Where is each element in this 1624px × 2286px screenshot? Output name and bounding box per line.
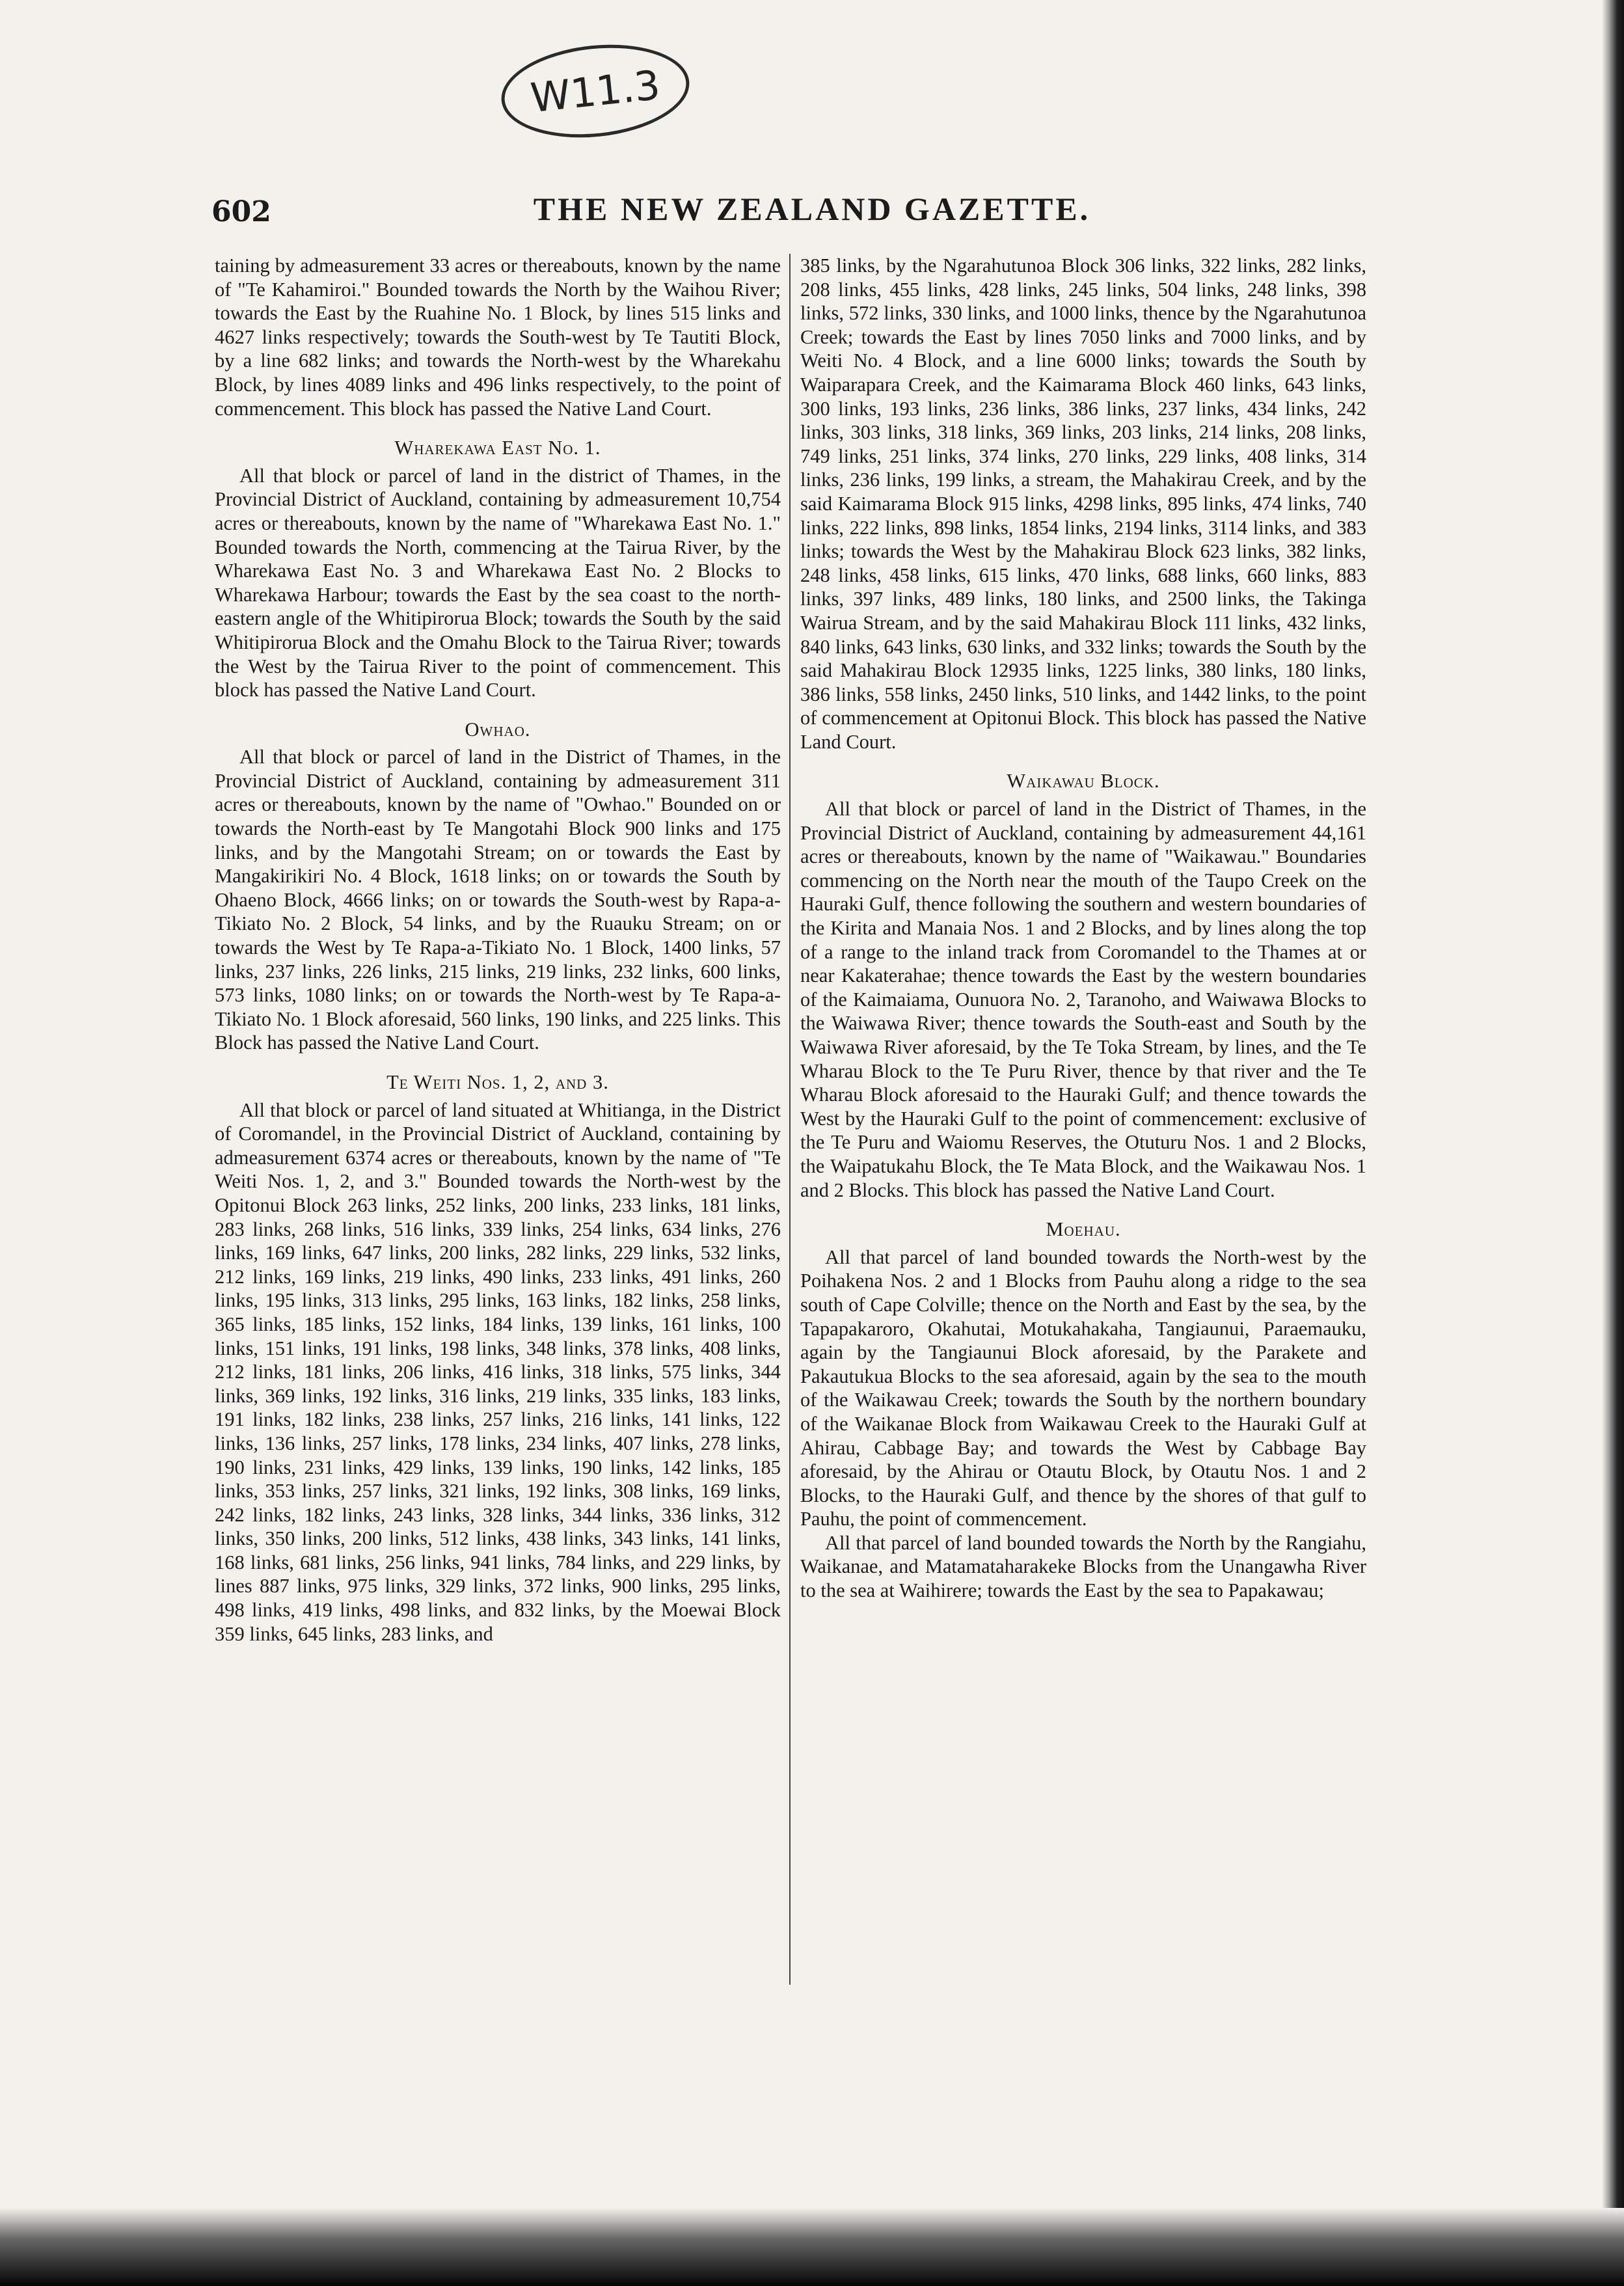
right-column (800, 254, 1366, 1603)
left-paragraph-2: All that block or parcel of land in the district of Thames, in the Provincial District of Auckland, containing by admeasurement 10,754 acres or thereabouts, known by the name of "Wharekawa East No. 1." Bounded towards the North, commencing at the Tairua River, by the Wharekawa East No. 3 and Wharekawa East No. 2 Blocks to Wharekawa Harbour; towards the East by the sea coast to the north-eastern angle of the Whitipirorua Block; towards the South by the said Whitipirorua Block and the Omahu Block to the Tairua River; towards the West by the Tairua River to the point of commencement. This block has passed the Native Land Court. (215, 464, 781, 701)
right-paragraph-3: All that parcel of land bounded towards the North-west by the Poihakena Nos. 2 and 1 Blocks from Pauhu along a ridge to the sea south of Cape Colville; thence on the North and East by the sea, by the Tapapakaroro, Okahutai, Motukahakaha, Tangiaunui, Paraemauku, again by the Tangiaunui Block aforesaid, by the Parakete and Pakautukua Blocks to the sea aforesaid, again by the sea to the mouth of the Waikawau Creek; towards the South by the northern boundary of the Waikanae Block from Waikawau Creek to the Hauraki Gulf at Ahirau, Cabbage Bay; and towards the West by Cabbage Bay aforesaid, by the Ahirau or Otautu Block, by Otautu Nos. 1 and 2 Blocks, to the Hauraki Gulf, and thence by the shores of that gulf to Pauhu, the point of commencement. (800, 1245, 1366, 1531)
heading-moehau: Moehau. (1046, 1218, 1121, 1241)
right-paragraph-4: All that parcel of land bounded towards the North by the Rangiahu, Waikanae, and Matamataharakeke Blocks from the Unangawha River to the sea at Waihirere; towards the East by the sea to Papakawau; (800, 1531, 1366, 1602)
column-divider (789, 254, 791, 1985)
heading-waikawau-block: Waikawau Block. (1007, 770, 1160, 793)
archive-stamp (496, 36, 694, 146)
left-paragraph-1: taining by admeasurement 33 acres or thereabouts, known by the name of "Te Kahamiroi." Bounded towards the North by the Waihou River; towards the East by the Ruahine No. 1 Block, by lines 515 links and 4627 links respectively; towards the South-west by Te Tautiti Block, by a line 682 links; and towards the North-west by the Wharekahu Block, by lines 4089 links and 496 links respectively, to the point of commencement. This block has passed the Native Land Court. (215, 254, 781, 420)
scan-bottom-edge (0, 2208, 1624, 2286)
archive-stamp-label: W11.3 (528, 61, 662, 122)
heading-wharekawa-east: Wharekawa East No. 1. (394, 437, 601, 459)
right-paragraph-2: All that block or parcel of land in the District of Thames, in the Provincial District of Auckland, containing by admeasurement 44,161 acres or thereabouts, known by the name of "Waikawau." Boundaries commencing on the North near the mouth of the Taupo Creek on the Hauraki Gulf, thence following the southern and western boundaries of the Kirita and Manaia Nos. 1 and 2 Blocks, and by lines along the top of a range to the inland track from Coromandel to the Thames at or near Kakaterahae; thence towards the East by the western boundaries of the Kaimaiama, Ounuora No. 2, Taranoho, and Waiwawa Blocks to the Waiwawa River; thence towards the South-east and South by the Waiwawa River aforesaid, by the Te Toka Stream, by lines, and the Te Wharau Block to the Te Puru River, thence by that river and the Te Wharau Block aforesaid to the Hauraki Gulf; and thence towards the West by the Hauraki Gulf to the point of commencement: exclusive of the Te Puru and Waiomu Reserves, the Otuturu Nos. 1 and 2 Blocks, the Waipatukahu Block, the Te Mata Block, and the Waikawau Nos. 1 and 2 Blocks. This block has passed the Native Land Court. (800, 798, 1366, 1201)
right-paragraph-1: 385 links, by the Ngarahutunoa Block 306 links, 322 links, 282 links, 208 links, 455 links, 428 links, 245 links, 504 links, 248 links, 398 links, 572 links, 330 links, and 1000 links, thence by the Ngarahutunoa Creek; towards the East by lines 7050 links and 7000 links, and by Weiti No. 4 Block, and a line 6000 links; towards the South by Waiparapara Creek, and the Kaimarama Block 460 links, 643 links, 300 links, 193 links, 236 links, 386 links, 237 links, 434 links, 242 links, 303 links, 318 links, 369 links, 203 links, 214 links, 208 links, 749 links, 251 links, 374 links, 270 links, 229 links, 408 links, 314 links, 236 links, 199 links, a stream, the Mahakirau Creek, and by the said Kaimarama Block 915 links, 4298 links, 895 links, 474 links, 740 links, 222 links, 898 links, 1854 links, 2194 links, 3114 links, and 383 links; towards the West by the Mahakirau Block 623 links, 382 links, 248 links, 458 links, 615 links, 470 links, 688 links, 660 links, 883 links, 397 links, 489 links, 180 links, and 2500 links, the Takinga Wairua Stream, and by the said Mahakirau Block 111 links, 432 links, 840 links, 643 links, 630 links, and 332 links; towards the South by the said Mahakirau Block 12935 links, 1225 links, 380 links, 180 links, 386 links, 558 links, 2450 links, 510 links, and 1442 links, to the point of commencement at Opitonui Block. This block has passed the Native Land Court. (800, 254, 1366, 753)
left-paragraph-3: All that block or parcel of land in the District of Thames, in the Provincial District of Auckland, containing by admeasurement 311 acres or thereabouts, known by the name of "Owhao." Bounded on or towards the North-east by Te Mangotahi Block 900 links and 175 links, and by the Mangotahi Stream; on or towards the East by Mangakirikiri No. 4 Block, 1618 links; on or towards the South by Ohaeno Block, 4666 links; on or towards the South-west by Rapa-a-Tikiato No. 2 Block, 54 links, and by the Ruauku Stream; on or towards the West by Te Rapa-a-Tikiato No. 1 Block, 1400 links, 57 links, 237 links, 226 links, 215 links, 219 links, 232 links, 600 links, 573 links, 1080 links; on or towards the North-west by Te Rapa-a-Tikiato No. 1 Block aforesaid, 560 links, 190 links, and 225 links. This Block has passed the Native Land Court. (215, 746, 781, 1054)
left-paragraph-4: All that block or parcel of land situated at Whitianga, in the District of Coromandel, in the Provincial District of Auckland, containing by admeasurement 6374 acres or thereabouts, known by the name of "Te Weiti Nos. 1, 2, and 3." Bounded towards the North-west by the Opitonui Block 263 links, 252 links, 200 links, 233 links, 181 links, 283 links, 268 links, 516 links, 339 links, 254 links, 634 links, 276 links, 169 links, 647 links, 200 links, 282 links, 229 links, 532 links, 212 links, 169 links, 219 links, 490 links, 233 links, 491 links, 260 links, 195 links, 313 links, 295 links, 163 links, 182 links, 258 links, 365 links, 185 links, 152 links, 184 links, 139 links, 161 links, 100 links, 151 links, 191 links, 198 links, 348 links, 378 links, 408 links, 212 links, 181 links, 206 links, 416 links, 318 links, 575 links, 344 links, 369 links, 192 links, 316 links, 219 links, 335 links, 183 links, 191 links, 182 links, 238 links, 257 links, 216 links, 141 links, 122 links, 136 links, 257 links, 178 links, 234 links, 407 links, 278 links, 190 links, 231 links, 429 links, 139 links, 190 links, 142 links, 185 links, 353 links, 257 links, 321 links, 192 links, 308 links, 169 links, 242 links, 182 links, 243 links, 328 links, 344 links, 336 links, 312 links, 350 links, 200 links, 512 links, 438 links, 343 links, 141 links, 168 links, 681 links, 256 links, 941 links, 784 links, and 229 links, by lines 887 links, 975 links, 329 links, 372 links, 900 links, 295 links, 498 links, 419 links, 498 links, and 832 links, by the Moewai Block 359 links, 645 links, 283 links, and (215, 1098, 781, 1645)
left-column (215, 254, 781, 1646)
page-number: 602 (211, 195, 271, 228)
gazette-title: THE NEW ZEALAND GAZETTE. (533, 191, 1091, 227)
heading-owhao: Owhao. (465, 718, 531, 741)
heading-te-weiti: Te Weiti Nos. 1, 2, and 3. (386, 1071, 609, 1093)
scan-right-edge (1602, 0, 1624, 2286)
